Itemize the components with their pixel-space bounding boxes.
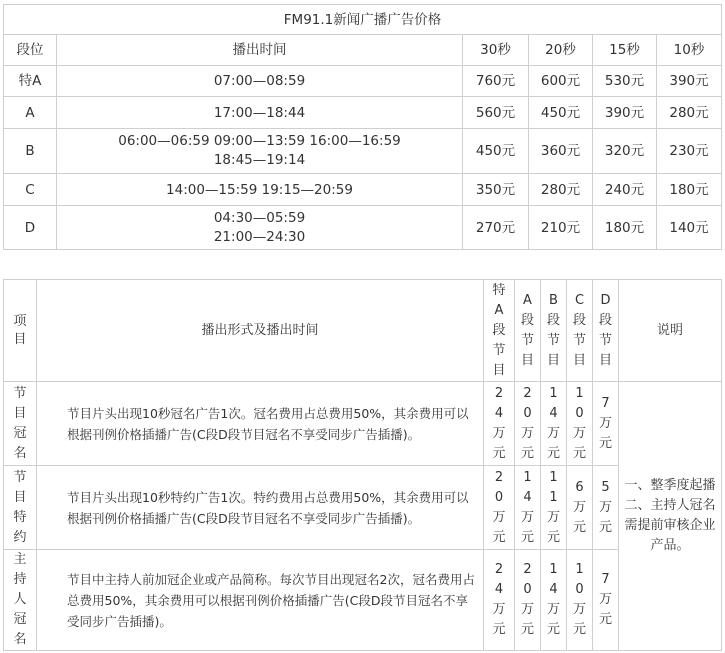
price-cell: 390元 <box>593 97 657 129</box>
header-cell: 20秒 <box>529 35 593 66</box>
price-cell: 530元 <box>593 66 657 97</box>
sponsorship-table <box>3 279 722 651</box>
price-cell: 320元 <box>593 129 657 174</box>
header-cell: B段节目 <box>541 280 567 382</box>
time-line: 18:45—19:14 <box>213 152 306 168</box>
time-cell <box>57 206 463 250</box>
time-cell <box>57 129 463 174</box>
price-cell: 210元 <box>529 206 593 250</box>
price-cell: 180元 <box>657 174 722 206</box>
table-row <box>4 382 722 466</box>
header-cell: 15秒 <box>593 35 657 66</box>
time-line: 06:00—06:59 09:00—13:59 16:00—16:59 <box>118 133 401 149</box>
table-row <box>4 206 722 250</box>
header-cell: D段节目 <box>593 280 619 382</box>
price-cell: 280元 <box>657 97 722 129</box>
table-row <box>4 466 722 550</box>
item-cell: 节目特约 <box>4 466 37 550</box>
price-cell: 24万元 <box>484 382 515 466</box>
time-line: 04:30—05:59 <box>213 209 306 226</box>
price-cell: 7万元 <box>593 550 619 651</box>
note-cell: 一、整季度起播 二、主持人冠名需提前审核企业产品。 <box>619 382 722 651</box>
header-cell: C段节目 <box>567 280 593 382</box>
price-cell: 180元 <box>593 206 657 250</box>
price-cell: 450元 <box>529 97 593 129</box>
header-cell: 项目 <box>4 280 37 382</box>
time-cell: 14:00—15:59 19:15—20:59 <box>57 174 463 206</box>
price-cell: 760元 <box>463 66 529 97</box>
item-cell: 节目冠名 <box>4 382 37 466</box>
price-cell: 14万元 <box>541 550 567 651</box>
segment-cell: B <box>4 129 57 174</box>
time-cell: 17:00—18:44 <box>57 97 463 129</box>
price-cell: 20万元 <box>515 550 541 651</box>
desc-cell: 节目片头出现10秒冠名广告1次。冠名费用占总费用50%，其余费用可以根据刊例价格插播广告(C段D段节目冠名不享受同步广告插播)。 <box>37 382 484 466</box>
price-cell: 7万元 <box>593 382 619 466</box>
table-title: FM91.1新闻广播广告价格 <box>4 5 722 35</box>
header-cell: 说明 <box>619 280 722 382</box>
price-cell: 360元 <box>529 129 593 174</box>
item-cell: 主持人冠名 <box>4 550 37 651</box>
time-cell: 07:00—08:59 <box>57 66 463 97</box>
header-cell: 播出形式及播出时间 <box>37 280 484 382</box>
price-cell: 10万元 <box>567 382 593 466</box>
segment-cell: A <box>4 97 57 129</box>
table-row <box>4 97 722 129</box>
table-row <box>4 129 722 174</box>
header-cell: 特A段节目 <box>484 280 515 382</box>
desc-cell: 节目片头出现10秒特约广告1次。特约费用占总费用50%，其余费用可以根据刊例价格插播广告(C段D段节目冠名不享受同步广告插播)。 <box>37 466 484 550</box>
price-cell: 230元 <box>657 129 722 174</box>
price-cell: 20万元 <box>484 466 515 550</box>
segment-cell: C <box>4 174 57 206</box>
segment-cell: D <box>4 206 57 250</box>
price-cell: 20万元 <box>515 382 541 466</box>
table-row <box>4 66 722 97</box>
header-cell: 段位 <box>4 35 57 66</box>
price-cell: 140元 <box>657 206 722 250</box>
table-row <box>4 550 722 651</box>
price-cell: 5万元 <box>593 466 619 550</box>
header-cell: 10秒 <box>657 35 722 66</box>
price-cell: 10万元 <box>567 550 593 651</box>
header-cell: A段节目 <box>515 280 541 382</box>
price-cell: 240元 <box>593 174 657 206</box>
price-cell: 24万元 <box>484 550 515 651</box>
price-cell: 14万元 <box>515 466 541 550</box>
time-line: 21:00—24:30 <box>213 228 306 245</box>
price-cell: 560元 <box>463 97 529 129</box>
price-cell: 450元 <box>463 129 529 174</box>
header-cell: 30秒 <box>463 35 529 66</box>
price-cell: 14万元 <box>541 382 567 466</box>
price-cell: 11万元 <box>541 466 567 550</box>
price-cell: 6万元 <box>567 466 593 550</box>
segment-cell: 特A <box>4 66 57 97</box>
table-row <box>4 174 722 206</box>
price-cell: 270元 <box>463 206 529 250</box>
price-table <box>3 4 722 250</box>
price-cell: 280元 <box>529 174 593 206</box>
price-cell: 390元 <box>657 66 722 97</box>
desc-cell: 节目中主持人前加冠企业或产品简称。每次节目出现冠名2次，冠名费用占总费用50%，其余费用可以根据刊例价格插播广告(C段D段节目冠名不享受同步广告插播)。 <box>37 550 484 651</box>
price-cell: 350元 <box>463 174 529 206</box>
price-cell: 600元 <box>529 66 593 97</box>
header-cell: 播出时间 <box>57 35 463 66</box>
